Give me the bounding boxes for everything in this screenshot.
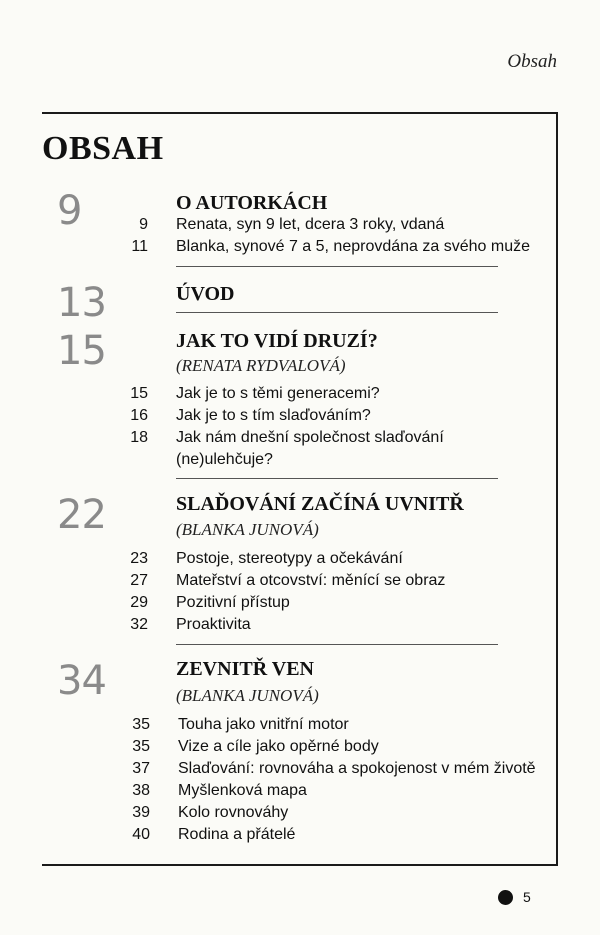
entry-title: Renata, syn 9 let, dcera 3 roky, vdaná bbox=[176, 216, 445, 233]
running-head: Obsah bbox=[507, 51, 557, 72]
entry-title: Proaktivita bbox=[176, 616, 251, 633]
chapter-page-number: 13 bbox=[57, 280, 106, 326]
entry-title: Jak je to s tím slaďováním? bbox=[176, 407, 371, 424]
entry-page-number: 18 bbox=[130, 429, 148, 446]
chapter-page-number: 9 bbox=[57, 188, 82, 234]
entry-title: Blanka, synové 7 a 5, neprovdána za svého muže bbox=[176, 238, 530, 255]
entry-title: Pozitivní přístup bbox=[176, 594, 290, 611]
entry-page-number: 38 bbox=[132, 782, 150, 799]
chapter-author: (BLANKA JUNOVÁ) bbox=[176, 686, 319, 705]
entry-page-number: 35 bbox=[132, 716, 150, 733]
entry-title: Postoje, stereotypy a očekávání bbox=[176, 550, 403, 567]
entry-page-number: 23 bbox=[130, 550, 148, 567]
chapter-title: SLAĎOVÁNÍ ZAČÍNÁ UVNITŘ bbox=[176, 493, 464, 515]
chapter-page-number: 15 bbox=[57, 328, 106, 374]
page-footer bbox=[498, 889, 531, 905]
page-title: OBSAH bbox=[42, 130, 164, 167]
chapter-title: ÚVOD bbox=[176, 283, 235, 305]
entry-title: Touha jako vnitřní motor bbox=[178, 716, 349, 733]
chapter-title: O AUTORKÁCH bbox=[176, 192, 328, 214]
bullet-icon bbox=[498, 890, 513, 905]
entry-page-number: 29 bbox=[130, 594, 148, 611]
section-divider bbox=[176, 644, 498, 645]
chapter-author: (RENATA RYDVALOVÁ) bbox=[176, 356, 346, 375]
entry-title: Rodina a přátelé bbox=[178, 826, 296, 843]
section-divider bbox=[176, 266, 498, 267]
entry-title: Jak je to s těmi generacemi? bbox=[176, 385, 380, 402]
entry-title: Slaďování: rovnováha a spokojenost v mém životě bbox=[178, 760, 536, 777]
entry-page-number: 39 bbox=[132, 804, 150, 821]
entry-page-number: 11 bbox=[131, 238, 148, 255]
entry-page-number: 40 bbox=[132, 826, 150, 843]
entry-title: Myšlenková mapa bbox=[178, 782, 307, 799]
entry-title: Mateřství a otcovství: měnící se obraz bbox=[176, 572, 446, 589]
entry-page-number: 27 bbox=[130, 572, 148, 589]
entry-page-number: 15 bbox=[130, 385, 148, 402]
entry-page-number: 37 bbox=[132, 760, 150, 777]
chapter-title: JAK TO VIDÍ DRUZÍ? bbox=[176, 330, 378, 352]
chapter-title: ZEVNITŘ VEN bbox=[176, 658, 314, 680]
section-divider bbox=[176, 478, 498, 479]
entry-page-number: 35 bbox=[132, 738, 150, 755]
entry-title: Vize a cíle jako opěrné body bbox=[178, 738, 379, 755]
chapter-author: (BLANKA JUNOVÁ) bbox=[176, 520, 319, 539]
section-divider bbox=[176, 312, 498, 313]
entry-page-number: 9 bbox=[139, 216, 148, 233]
entry-title: Kolo rovnováhy bbox=[178, 804, 289, 821]
entry-title-continued: (ne)ulehčuje? bbox=[176, 451, 273, 468]
entry-page-number: 32 bbox=[130, 616, 148, 633]
entry-page-number: 16 bbox=[130, 407, 148, 424]
chapter-page-number: 34 bbox=[57, 658, 106, 704]
entry-title: Jak nám dnešní společnost slaďování bbox=[176, 429, 444, 446]
page-number: 5 bbox=[523, 889, 531, 905]
chapter-page-number: 22 bbox=[57, 492, 106, 538]
